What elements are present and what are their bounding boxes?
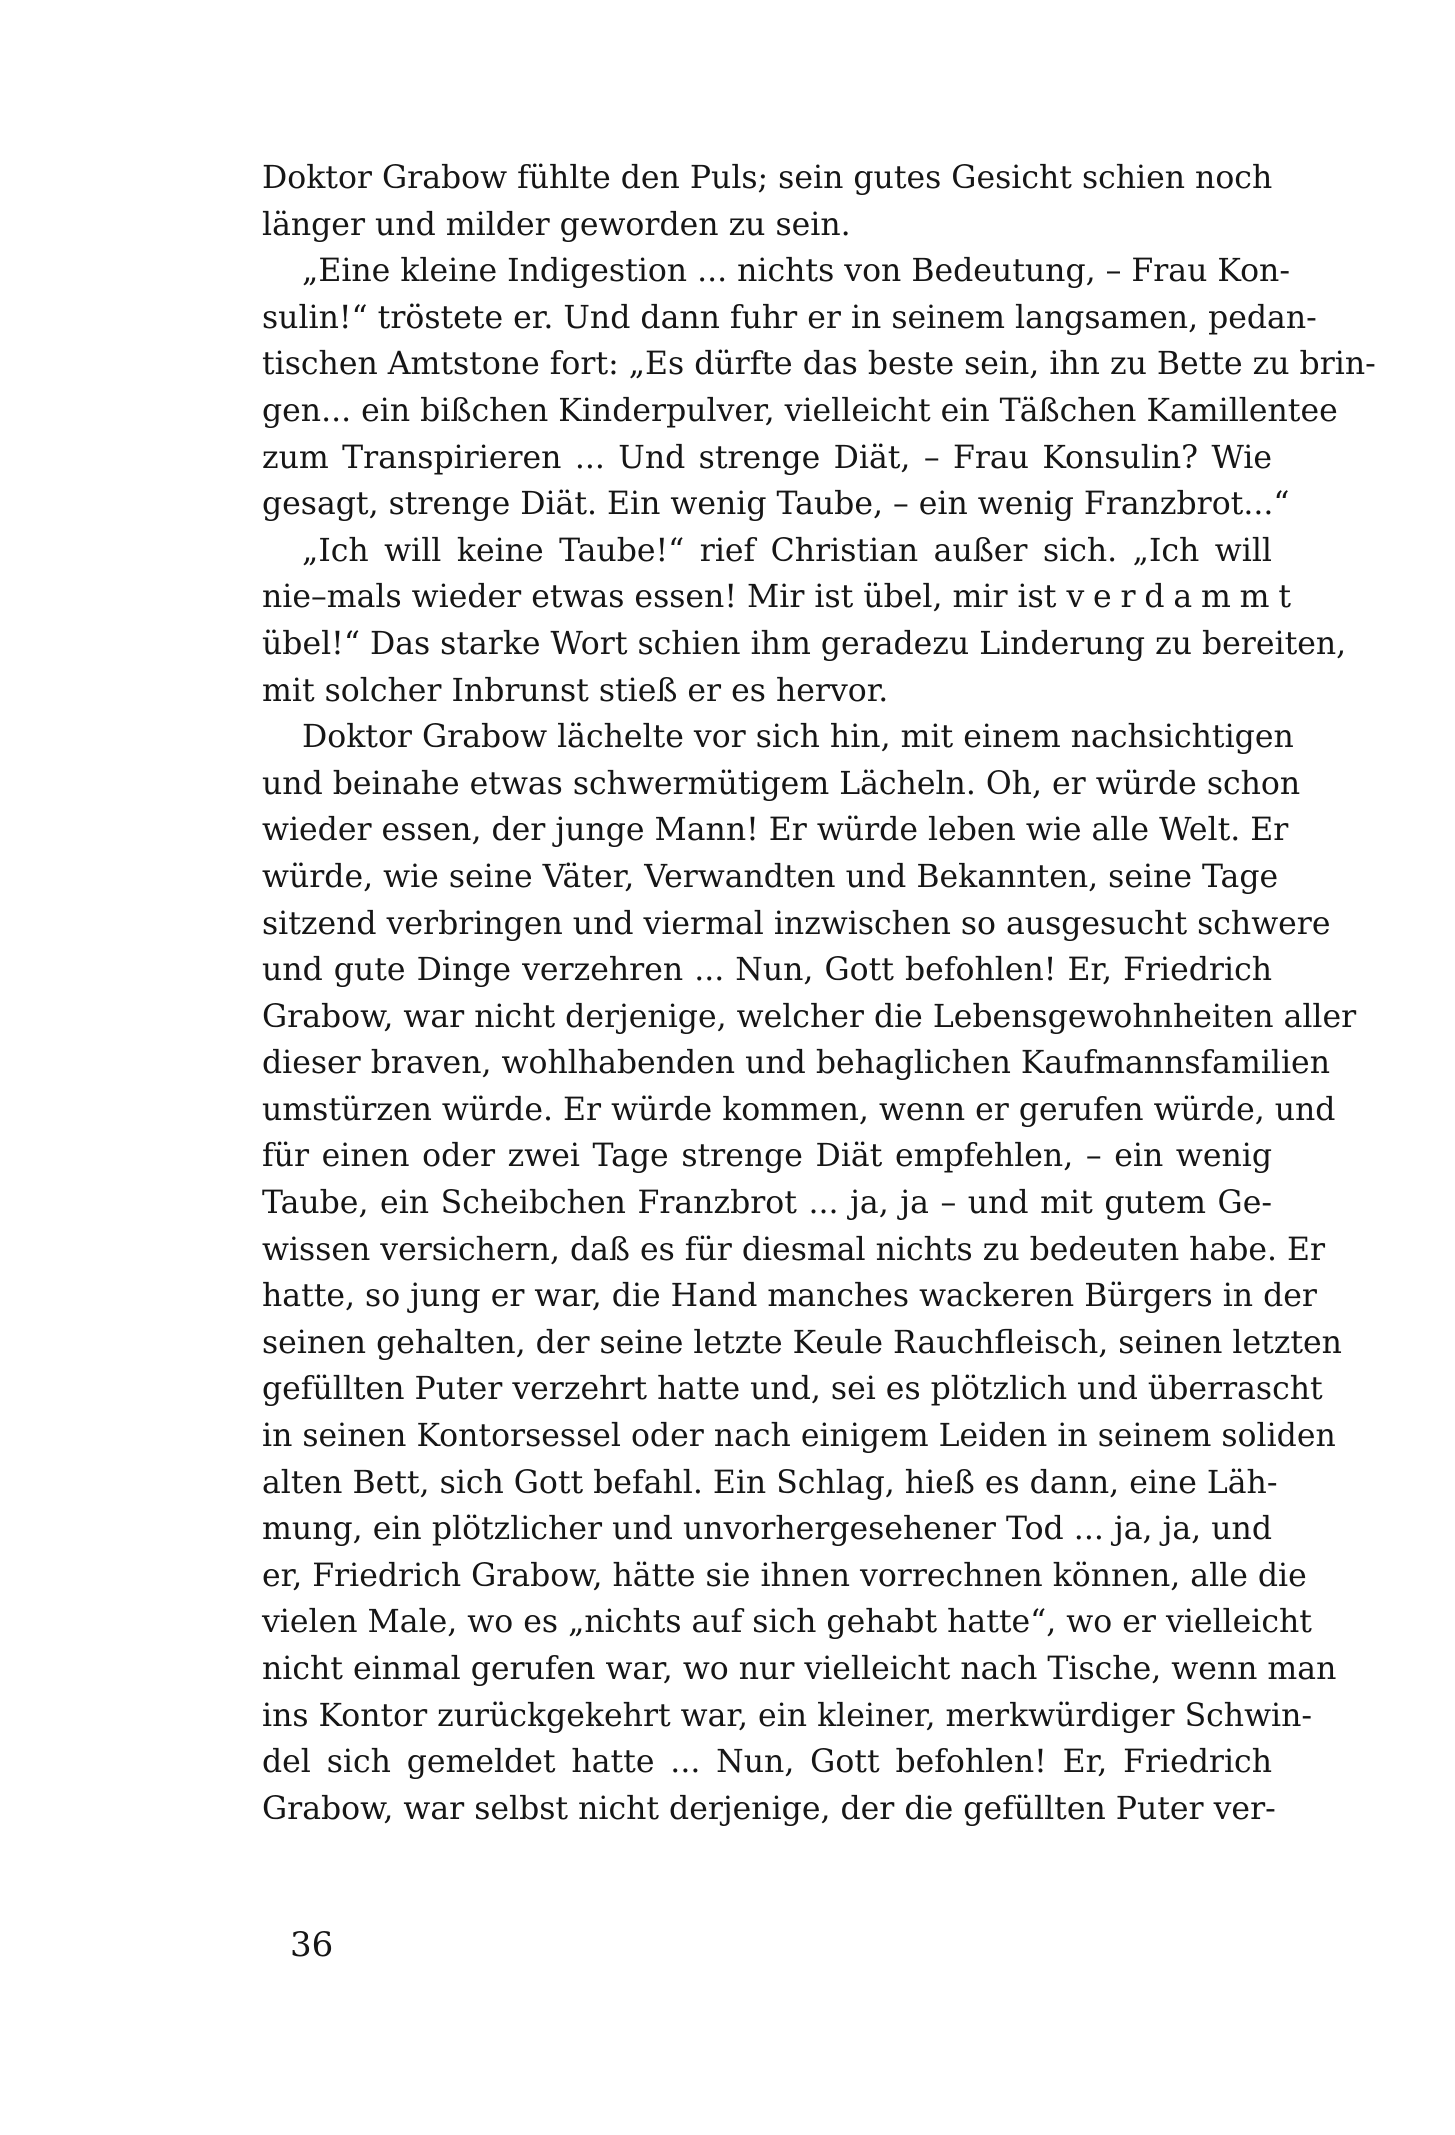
text-line: und gute Dinge verzehren ... Nun, Gott befohlen! Er, Friedrich <box>262 952 1272 989</box>
text-line: sitzend verbringen und viermal inzwischen so ausgesucht schwere <box>262 905 1331 942</box>
text-line: hatte, so jung er war, die Hand manches wackeren Bürgers in der <box>262 1278 1317 1315</box>
text-line: „Eine kleine Indigestion ... nichts von Bedeutung, – Frau Kon- <box>302 253 1290 290</box>
text-line: del sich gemeldet hatte ... Nun, Gott befohlen! Er, Friedrich <box>262 1744 1272 1781</box>
text-line: länger und milder geworden zu sein. <box>262 206 851 243</box>
text-line: wissen versichern, daß es für diesmal nichts zu bedeuten habe. Er <box>262 1231 1326 1268</box>
text-line: würde, wie seine Väter, Verwandten und Bekannten, seine Tage <box>262 858 1279 895</box>
text-line: Doktor Grabow lächelte vor sich hin, mit einem nachsichtigen <box>302 719 1294 756</box>
text-line: mit solcher Inbrunst stieß er es hervor. <box>262 672 889 709</box>
emphasized-word: verdammt <box>1066 579 1300 616</box>
text-line: und beinahe etwas schwermütigem Lächeln. Oh, er würde schon <box>262 765 1301 802</box>
text-line: umstürzen würde. Er würde kommen, wenn er gerufen würde, und <box>262 1091 1336 1128</box>
text-line: zum Transpirieren ... Und strenge Diät, – Frau Konsulin? Wie <box>262 439 1272 476</box>
text-line: er, Friedrich Grabow, hätte sie ihnen vorrechnen können, alle die <box>262 1557 1307 1594</box>
text-line: Doktor Grabow fühlte den Puls; sein gutes Gesicht schien noch <box>262 160 1273 196</box>
text-line: vielen Male, wo es „nichts auf sich gehabt hatte“, wo er vielleicht <box>262 1604 1312 1641</box>
text-line: für einen oder zwei Tage strenge Diät empfehlen, – ein wenig <box>262 1138 1272 1175</box>
text-line: dieser braven, wohlhabenden und behaglichen Kaufmannsfamilien <box>262 1045 1330 1082</box>
text-line: gesagt, strenge Diät. Ein wenig Taube, – ein wenig Franzbrot...“ <box>262 486 1290 523</box>
text-line: ins Kontor zurückgekehrt war, ein kleiner, merkwürdiger Schwin- <box>262 1697 1313 1734</box>
page-number: 36 <box>290 1925 334 1965</box>
text-line: Grabow, war nicht derjenige, welcher die Lebensgewohnheiten aller <box>262 998 1357 1035</box>
text-line: „Ich will keine Taube!“ rief Christian außer sich. „Ich will <box>302 532 1272 569</box>
text-line: wieder essen, der junge Mann! Er würde leben wie alle Welt. Er <box>262 812 1289 849</box>
text-line: tischen Amtstone fort: „Es dürfte das beste sein, ihn zu Bette zu brin- <box>262 346 1376 383</box>
text-line: gefüllten Puter verzehrt hatte und, sei es plötzlich und überrascht <box>262 1371 1323 1408</box>
text-line: nicht einmal gerufen war, wo nur vielleicht nach Tische, wenn man <box>262 1651 1337 1687</box>
text-line: sulin!“ tröstete er. Und dann fuhr er in seinem langsamen, pedan- <box>262 299 1317 336</box>
text-line-with-emphasis <box>262 574 1300 621</box>
text-line: mung, ein plötzlicher und unvorhergesehener Tod ... ja, ja, und <box>262 1511 1272 1548</box>
body-text <box>262 155 1376 1832</box>
text-line: alten Bett, sich Gott befahl. Ein Schlag, hieß es dann, eine Läh- <box>262 1464 1278 1501</box>
text-line: seinen gehalten, der seine letzte Keule Rauchfleisch, seinen letzten <box>262 1324 1342 1361</box>
text-segment: nie–mals wieder etwas essen! Mir ist übel, mir ist <box>262 579 1067 616</box>
text-line: Taube, ein Scheibchen Franzbrot ... ja, ja – und mit gutem Ge- <box>262 1185 1272 1222</box>
text-line: gen... ein bißchen Kinderpulver, vielleicht ein Täßchen Kamillentee <box>262 392 1338 429</box>
text-line: in seinen Kontorsessel oder nach einigem Leiden in seinem soliden <box>262 1418 1336 1455</box>
text-line: übel!“ Das starke Wort schien ihm geradezu Linderung zu bereiten, <box>262 625 1347 662</box>
text-line: Grabow, war selbst nicht derjenige, der die gefüllten Puter ver- <box>262 1790 1276 1827</box>
